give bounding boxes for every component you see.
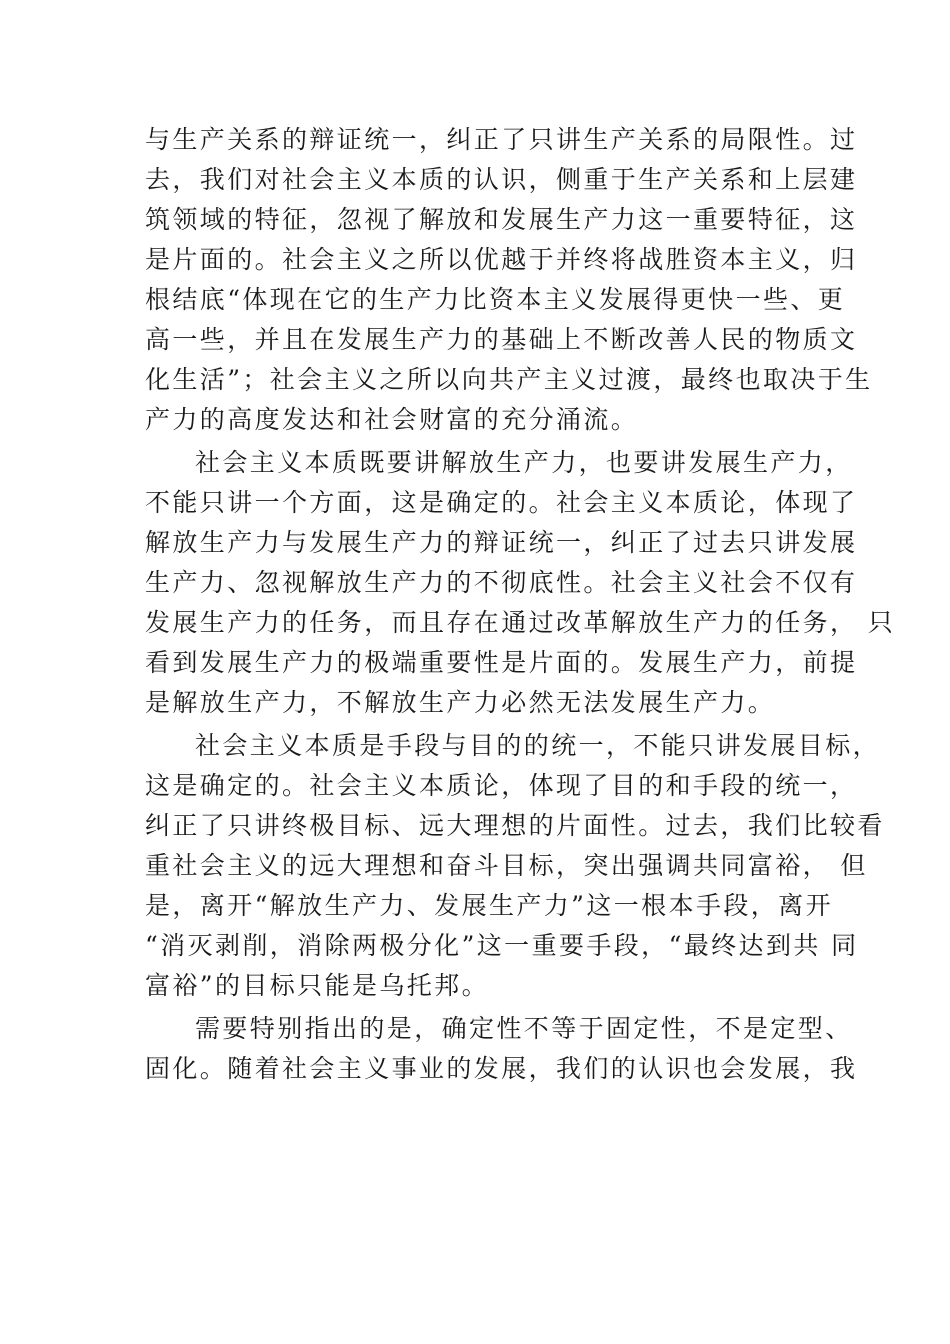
- text-line: 看到发展生产力的极端重要性是片面的。发展生产力，前提: [145, 648, 858, 677]
- text-line: “消灭剥削，消除两极分化”这一重要手段，“最终达到共 同: [145, 931, 859, 960]
- text-line: 富裕”的目标只能是乌托邦。: [145, 971, 489, 1000]
- text-line: 需要特别指出的是，确定性不等于固定性，不是定型、: [195, 1014, 853, 1043]
- document-body: [145, 120, 896, 1092]
- paragraph-3: [145, 726, 885, 1006]
- text-line: 解放生产力与发展生产力的辩证统一，纠正了过去只讲发展: [145, 528, 858, 557]
- text-line: 与生产关系的辩证统一，纠正了只讲生产关系的局限性。过: [145, 125, 858, 154]
- text-line: 重社会主义的远大理想和奋斗目标，突出强调共同富裕， 但: [145, 851, 868, 880]
- text-line: 高一些，并且在发展生产力的基础上不断改善人民的物质文: [145, 325, 858, 354]
- text-line: 社会主义本质是手段与目的的统一，不能只讲发展目标，: [195, 731, 881, 760]
- text-line: 去，我们对社会主义本质的认识，侧重于生产关系和上层建: [145, 165, 858, 194]
- text-line: 纠正了只讲终极目标、远大理想的片面性。过去，我们比较看: [145, 811, 885, 840]
- text-line: 产力的高度发达和社会财富的充分涌流。: [145, 405, 639, 434]
- text-line: 生产力、忽视解放生产力的不彻底性。社会主义社会不仅有: [145, 568, 858, 597]
- text-line: 是片面的。社会主义之所以优越于并终将战胜资本主义，归: [145, 245, 858, 274]
- text-line: 这是确定的。社会主义本质论，体现了目的和手段的统一，: [145, 771, 858, 800]
- text-line: 是，离开“解放生产力、发展生产力”这一根本手段，离开: [145, 891, 833, 920]
- text-line: 筑领域的特征，忽视了解放和发展生产力这一重要特征，这: [145, 205, 858, 234]
- text-line: 根结底“体现在它的生产力比资本主义发展得更快一些、更: [145, 285, 846, 314]
- paragraph-2: [145, 443, 896, 723]
- text-line: 不能只讲一个方面，这是确定的。社会主义本质论，体现了: [145, 488, 858, 517]
- text-line: 化生活”；社会主义之所以向共产主义过渡，最终也取决于生: [145, 365, 873, 394]
- paragraph-1: [145, 120, 873, 440]
- text-line: 是解放生产力，不解放生产力必然无法发展生产力。: [145, 688, 776, 717]
- text-line: 发展生产力的任务，而且存在通过改革解放生产力的任务， 只: [145, 608, 896, 637]
- text-line: 社会主义本质既要讲解放生产力，也要讲发展生产力，: [195, 448, 853, 477]
- text-line: 固化。随着社会主义事业的发展，我们的认识也会发展，我: [145, 1054, 858, 1083]
- paragraph-4: [145, 1009, 858, 1089]
